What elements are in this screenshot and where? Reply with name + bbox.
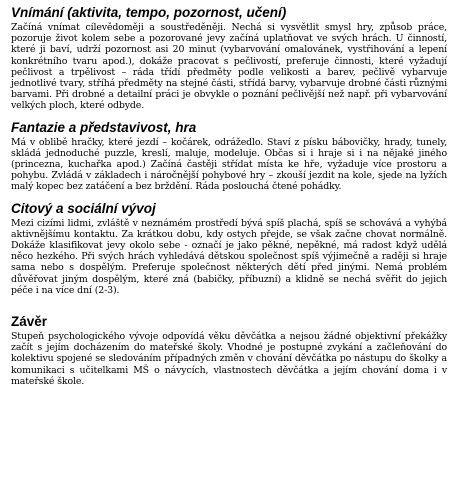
section-heading-emotional-social: Citový a sociální vývoj <box>11 200 156 216</box>
section-emotional-social <box>11 200 447 296</box>
section-body-imagination: Má v oblibě hračky, které jezdí – kočárek, odrážedlo. Staví z písku bábovičky, hrady, tunely, skládá jednoduché puzzle, kreslí, maluje, modeluje. Občas si i hraje si i na nějaké jiného (princezna, kuchařka apod.) Začíná častěji střídat místa ke hře, vyžaduje více prostoru a pohybu. Zvládá v základech i náročnější pohybové hry – zkouší jezdit na kole, sjede na lyžích malý kopec bez zatáčení a bez brždění. Ráda poslouchá čtené pohádky. <box>11 136 447 193</box>
section-imagination <box>11 119 447 193</box>
section-body-conclusion: Stupeň psychologického vývoje odpovídá věku děvčátka a nejsou žádné objektivní překážky začít s jejím docházením do mateřské školy. Vhodné je postupné zvykání a začleňování do kolektivu spojené se sledováním případných změn v chování děvčátka po nástupu do školky a komunikaci s učitelkami MŠ o návycích, vlastnostech děvčátka a jejím chování doma i v mateřské škole. <box>11 331 447 387</box>
section-body-emotional-social: Mezi cizími lidmi, zvláště v neznámém prostředí bývá spíš plachá, spíš se schovává a vyhýbá aktivnějšímu kontaktu. Za krátkou dobu, kdy ostych přejde, se však začne chovat normálně. Dokáže klasifikovat jevy okolo sebe - označí je jako pěkné, nepěkné, má radost když udělá něco hezkého. Při svých hrách vyhledává dětskou společnost spíš výjimečně a raději si hraje sama nebo s dospělým. Preferuje společnost některých dětí před jinými. Nemá problém důvěřovat jiným dospělým, které zná (babičky, příbuzní) a klidně se nechá svěřit do jejich péče i na více dní (2-3). <box>11 217 447 296</box>
section-heading-imagination: Fantazie a představivost, hra <box>11 119 197 135</box>
section-conclusion <box>11 313 447 387</box>
section-heading-perception: Vnímání (aktivita, tempo, pozornost, učení) <box>11 5 287 20</box>
section-body-perception: Začíná vnímat cílevědoměji a soustředěněji. Nechá si vysvětlit smysl hry, způsob práce, pozoruje život kolem sebe a pozorované jevy začíná uplatňovat ve svých hrách. U činností, které ji baví, udrží pozornost asi 20 minut (vybarvování omalovánek, vystřihování a lepení konkrétního tvaru apod.), dokáže pracovat s pečlivostí, preferuje činnosti, které vyžadují pečlivost a trpělivost – ráda třídí předměty podle velikosti a barev, pečlivě vybarvuje jednotlivé tvary, stříhá předměty na stejné části, střídá barvy, vybarvuje drobné části různými barvami. Při drobné a detailní práci je obvykle o poznání pečlivější než např. při vybarvování velkých ploch, které odbyde. <box>11 22 447 112</box>
section-perception <box>11 4 447 112</box>
section-heading-conclusion: Závěr <box>11 314 48 330</box>
document <box>11 4 447 387</box>
